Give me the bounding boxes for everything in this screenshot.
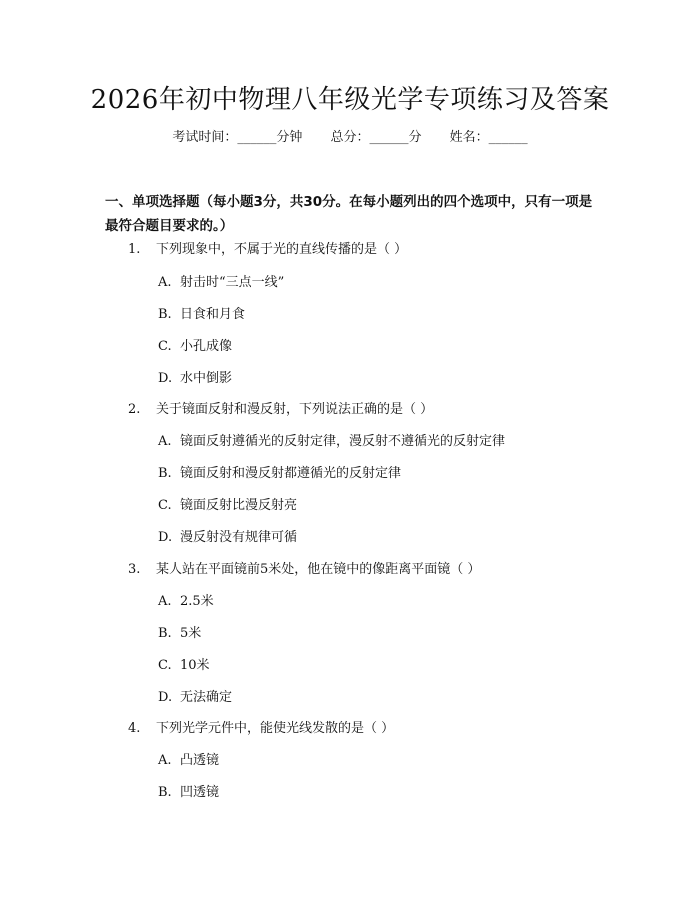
question-text: 某人站在平面镜前5米处，他在镜中的像距离平面镜（ ） [156, 562, 481, 577]
question-number: 3. [128, 562, 141, 577]
question-4 [128, 719, 394, 739]
question-1 [128, 240, 407, 260]
option-3a [158, 592, 214, 612]
section-heading: 一、单项选择题（每小题3分，共30分。在每小题列出的四个选项中，只有一项是最符合题目要求的。） [105, 194, 593, 234]
option-letter: A. [158, 753, 172, 768]
option-4a [158, 751, 219, 771]
option-text: 射击时“三点一线” [180, 275, 285, 290]
option-text: 2.5米 [180, 594, 214, 609]
question-2 [128, 400, 433, 420]
option-text: 5米 [180, 626, 202, 641]
option-2c [158, 496, 297, 516]
question-text: 下列现象中，不属于光的直线传播的是（ ） [156, 242, 408, 257]
option-text: 小孔成像 [180, 339, 233, 354]
option-2d [158, 528, 297, 548]
option-1a [158, 273, 284, 293]
option-letter: C. [158, 658, 172, 673]
exam-time-label: 考试时间： [172, 130, 238, 145]
option-text: 镜面反射遵循光的反射定律，漫反射不遵循光的反射定律 [180, 434, 506, 449]
option-letter: B. [158, 785, 172, 800]
option-text: 无法确定 [180, 690, 233, 705]
question-text: 关于镜面反射和漫反射，下列说法正确的是（ ） [156, 402, 434, 417]
option-2a [158, 432, 505, 452]
option-text: 镜面反射比漫反射亮 [180, 498, 298, 513]
exam-time-unit: 分钟 [276, 130, 303, 145]
question-3 [128, 560, 480, 580]
total-score-label: 总分： [330, 130, 370, 145]
document-title: 2026年初中物理八年级光学专项练习及答案 [90, 85, 610, 115]
option-4b [158, 783, 219, 803]
question-number: 2. [128, 402, 141, 417]
question-number: 4. [128, 721, 141, 736]
option-letter: D. [158, 530, 173, 545]
total-score-unit: 分 [408, 130, 422, 145]
question-number: 1. [128, 242, 141, 257]
option-text: 漫反射没有规律可循 [180, 530, 298, 545]
option-text: 日食和月食 [180, 307, 246, 322]
option-letter: C. [158, 498, 172, 513]
option-3b [158, 624, 201, 644]
student-name-label: 姓名： [449, 130, 489, 145]
exam-time [172, 128, 302, 148]
total-score-blank: ______ [369, 130, 409, 145]
option-letter: A. [158, 434, 172, 449]
option-letter: B. [158, 307, 172, 322]
option-2b [158, 464, 401, 484]
option-letter: C. [158, 339, 172, 354]
option-3d [158, 688, 232, 708]
option-letter: B. [158, 466, 172, 481]
question-text: 下列光学元件中，能使光线发散的是（ ） [156, 721, 395, 736]
option-text: 镜面反射和漫反射都遵循光的反射定律 [180, 466, 402, 481]
option-letter: D. [158, 690, 173, 705]
option-letter: A. [158, 594, 172, 609]
option-letter: A. [158, 275, 172, 290]
option-text: 水中倒影 [180, 371, 233, 386]
option-letter: B. [158, 626, 172, 641]
option-1d [158, 369, 232, 389]
option-1b [158, 305, 245, 325]
exam-time-blank: ______ [237, 130, 277, 145]
option-text: 凹透镜 [180, 785, 220, 800]
student-name [450, 128, 528, 148]
option-letter: D. [158, 371, 173, 386]
option-1c [158, 337, 232, 357]
student-name-blank: ______ [488, 130, 528, 145]
total-score [330, 128, 421, 148]
option-3c [158, 656, 210, 676]
option-text: 10米 [180, 658, 210, 673]
exam-meta [0, 128, 700, 148]
option-text: 凸透镜 [180, 753, 220, 768]
